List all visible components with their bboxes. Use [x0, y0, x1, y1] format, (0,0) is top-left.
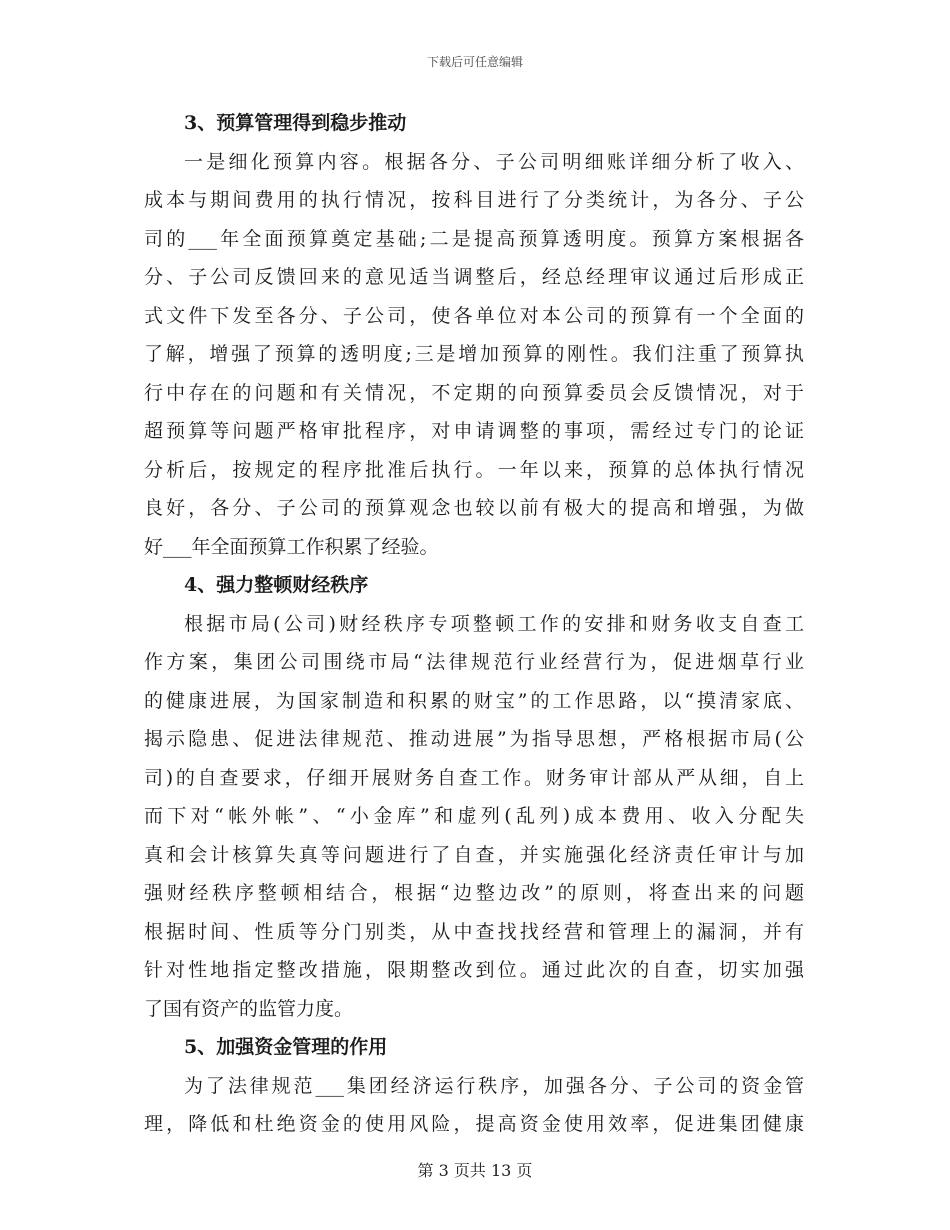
- page-footer: 第 3 页共 13 页: [417, 1161, 533, 1180]
- text-line: 理，降低和杜绝资金的使用风险，提高资金使用效率，促进集团健康: [144, 1113, 804, 1135]
- text-line: 针对性地指定整改措施，限期整改到位。通过此次的自查，切实加强: [144, 959, 804, 981]
- text-line: 而下对“帐外帐”、“小金库”和虚列(乱列)成本费用、收入分配失: [144, 805, 804, 827]
- text-line: 作方案，集团公司围绕市局“法律规范行业经营行为，促进烟草行业: [144, 651, 804, 673]
- text-line: 强财经秩序整顿相结合，根据“边整边改”的原则，将查出来的问题: [144, 882, 804, 904]
- text-line: 了国有资产的监管力度。: [144, 997, 354, 1020]
- document-body: [144, 104, 804, 1144]
- text-line: 揭示隐患、促进法律规范、推动进展”为指导思想，严格根据市局(公: [144, 728, 804, 750]
- text-line: 成本与期间费用的执行情况，按科目进行了分类统计，为各分、子公: [144, 189, 804, 211]
- text-line: 良好，各分、子公司的预算观念也较以前有极大的提高和增强，为做: [144, 497, 804, 519]
- section-financial-order: [144, 566, 804, 1028]
- paragraph: [144, 605, 804, 1029]
- text-line: 式文件下发至各分、子公司，使各单位对本公司的预算有一个全面的: [144, 304, 804, 327]
- text-line: 行中存在的问题和有关情况，不定期的向预算委员会反馈情况，对于: [144, 381, 804, 404]
- text-line: 分、子公司反馈回来的意见适当调整后，经总经理审议通过后形成正: [144, 266, 804, 288]
- text-line: 好___年全面预算工作积累了经验。: [144, 535, 439, 558]
- text-line: 司的___年全面预算奠定基础;二是提高预算透明度。预算方案根据各: [144, 227, 804, 250]
- text-line: 一是细化预算内容。根据各分、子公司明细账详细分析了收入、: [184, 150, 804, 173]
- section-heading: 4、强力整顿财经秩序: [184, 574, 369, 596]
- page-header: 下载后可任意编辑: [426, 55, 523, 69]
- paragraph: [144, 143, 804, 567]
- text-line: 根据市局(公司)财经秩序专项整顿工作的安排和财务收支自查工: [184, 612, 804, 635]
- section-heading: 5、加强资金管理的作用: [184, 1036, 388, 1058]
- section-heading: 3、预算管理得到稳步推动: [184, 112, 407, 134]
- text-line: 了解，增强了预算的透明度;三是增加预算的刚性。我们注重了预算执: [144, 343, 804, 365]
- text-line: 根据时间、性质等分门别类，从中查找找经营和管理上的漏洞，并有: [144, 920, 804, 943]
- section-fund-management: [144, 1028, 804, 1144]
- section-budget-management: [144, 104, 804, 566]
- text-line: 司)的自查要求，仔细开展财务自查工作。财务审计部从严从细，自上: [144, 766, 804, 789]
- text-line: 的健康进展，为国家制造和积累的财宝”的工作思路，以“摸清家底、: [144, 689, 804, 712]
- text-line: 超预算等问题严格审批程序，对申请调整的事项，需经过专门的论证: [144, 420, 804, 442]
- text-line: 为了法律规范___集团经济运行秩序，加强各分、子公司的资金管: [184, 1074, 804, 1097]
- text-line: 真和会计核算失真等问题进行了自查，并实施强化经济责任审计与加: [144, 843, 804, 866]
- text-line: 分析后，按规定的程序批准后执行。一年以来，预算的总体执行情况: [144, 458, 804, 481]
- paragraph: [144, 1067, 804, 1144]
